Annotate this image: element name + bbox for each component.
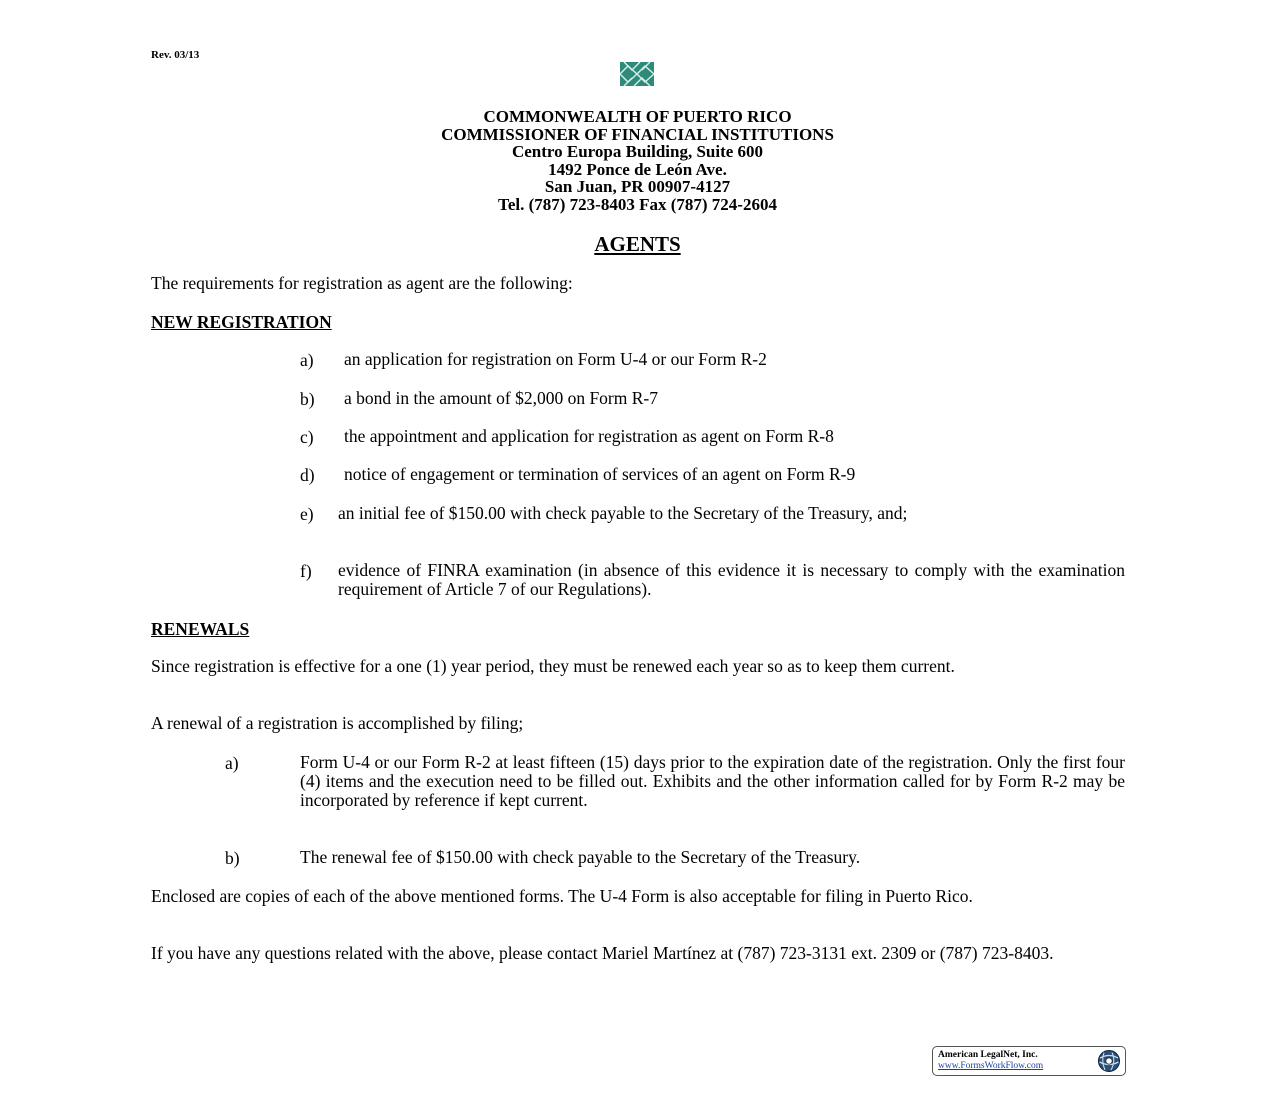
contact-paragraph: If you have any questions related with the above, please contact Mariel Martínez at (787) 723-3131 ext. 2309 or (787) 723-8403. [151,943,1054,963]
header-line-4: 1492 Ponce de León Ave. [548,159,727,179]
item-letter: a) [225,753,239,773]
item-letter: e) [300,504,314,524]
item-letter: b) [225,848,240,868]
header-line-3: Centro Europa Building, Suite 600 [511,142,764,161]
header-line-5: San Juan, PR 00907-4127 [544,177,731,196]
intro-text: The requirements for registration as agent are the following: [151,273,573,293]
header-line-1: COMMONWEALTH OF PUERTO RICO [483,107,792,126]
item-letter: d) [300,465,315,485]
revision-label: Rev. 03/13 [151,49,200,61]
list-item: evidence of FINRA examination (in absence of this evidence it is necessary to comply with the examination requirement of Article 7 of our Regulations). [338,560,1125,599]
list-item: The renewal fee of $150.00 with check payable to the Secretary of the Treasury. [300,847,861,867]
list-item: an application for registration on Form U-4 or our Form R-2 [344,349,767,369]
footer-link[interactable]: www.FormsWorkFlow.com [938,1061,1044,1071]
renewals-filing-text: A renewal of a registration is accomplished by filing; [151,713,524,733]
list-item: a bond in the amount of $2,000 on Form R-7 [344,388,659,408]
enclosed-paragraph: Enclosed are copies of each of the above mentioned forms. The U-4 Form is also acceptable for filing in Puerto Rico. [151,886,973,906]
list-item: notice of engagement or termination of services of an agent on Form R-9 [344,464,856,484]
globe-logo-icon [1096,1049,1122,1073]
list-item: the appointment and application for registration as agent on Form R-8 [344,426,834,446]
list-item: an initial fee of $150.00 with check payable to the Secretary of the Treasury, and; [338,503,908,523]
footer-company: American LegalNet, Inc. [938,1050,1038,1060]
header-line-6: Tel. (787) 723-8403 Fax (787) 724-2604 [498,194,777,214]
new-registration-heading: NEW REGISTRATION [151,312,332,332]
item-letter: f) [300,561,312,581]
item-letter: b) [300,389,315,409]
page-title: AGENTS [594,232,681,256]
list-item: Form U-4 or our Form R-2 at least fifteen (15) days prior to the expiration date of the registration. Only the first four (4) items and the execution need to be filled out. Exhibits and the other information called for by Form R-2 may be incorporated by reference if kept current. [300,752,1125,810]
header-line-2: COMMISSIONER OF FINANCIAL INSTITUTIONS [441,124,834,144]
seal-logo-icon [620,62,654,86]
footer-badge[interactable] [932,1046,1126,1076]
item-letter: a) [300,350,314,370]
renewals-heading: RENEWALS [151,619,250,639]
renewals-paragraph: Since registration is effective for a one (1) year period, they must be renewed each year so as to keep them current. [151,656,955,676]
item-letter: c) [300,427,314,447]
